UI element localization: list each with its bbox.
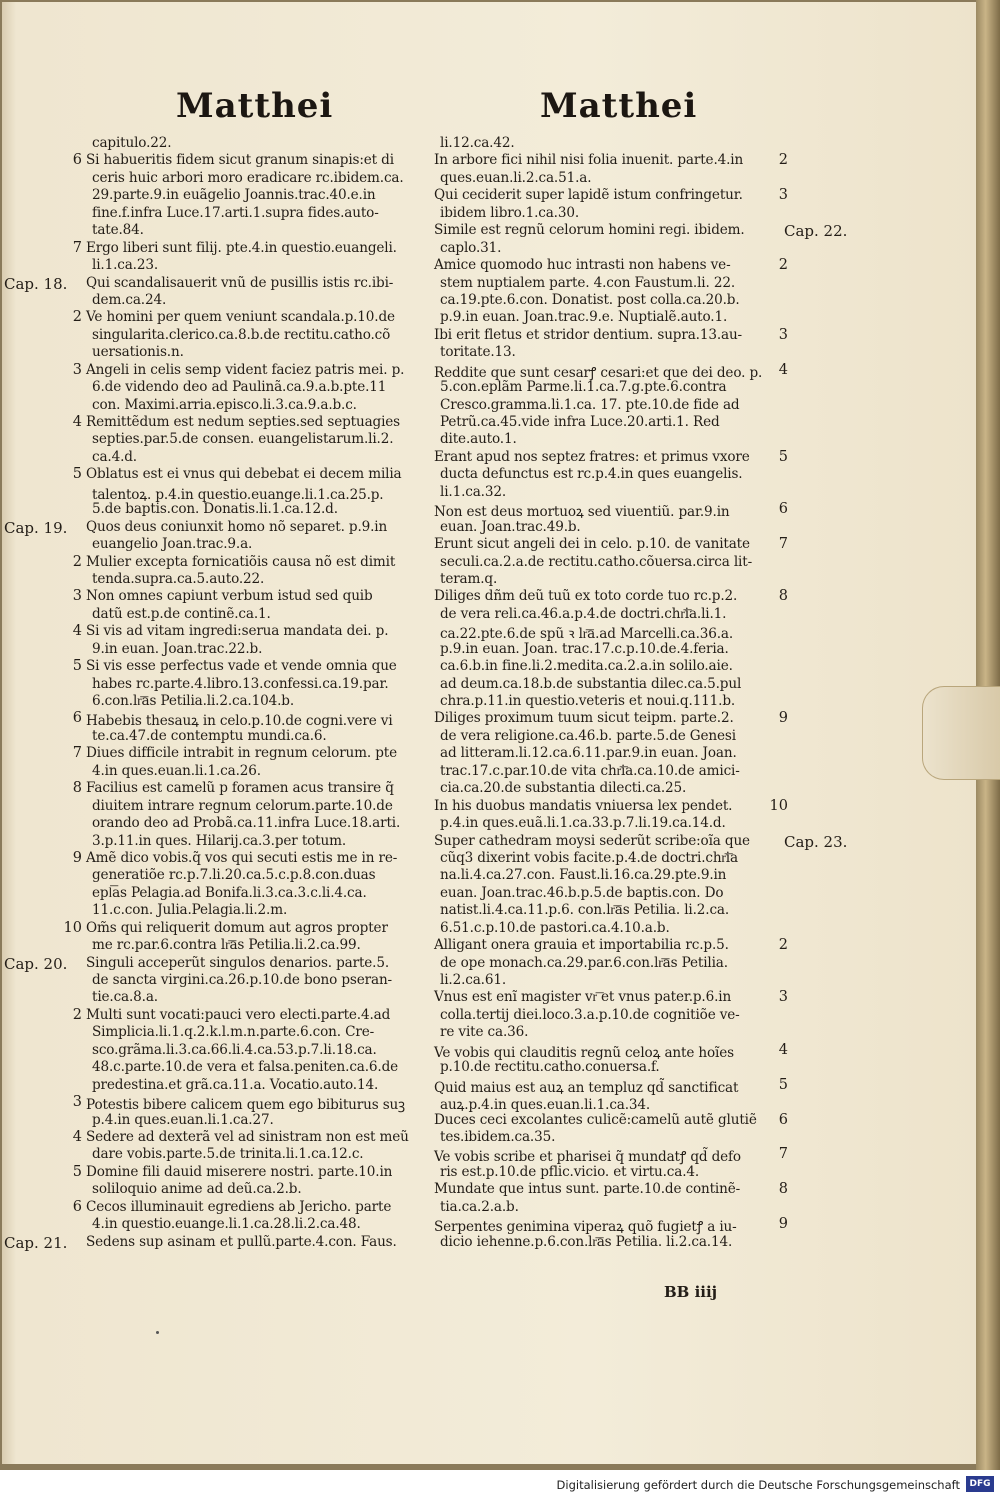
signature-mark: BB iiij xyxy=(664,1283,718,1301)
verse-number: 8 xyxy=(778,588,788,605)
text-line-content: Simplicia.li.1.q.2.k.l.m.n.parte.6.con. Cre- xyxy=(92,1024,375,1041)
text-line-content: Multi sunt vocati:pauci vero electi.parte.4.ad xyxy=(86,1006,391,1023)
text-line-content: 11.c.con. Julia.Pelagia.li.2.m. xyxy=(92,902,288,919)
verse-number: 2 xyxy=(778,257,788,274)
text-line-content: te.ca.47.de contemptu mundi.ca.6. xyxy=(92,727,327,744)
text-line-content: tia.ca.2.a.b. xyxy=(440,1198,519,1215)
text-line-content: li.2.ca.61. xyxy=(440,972,506,988)
text-line-content: dicio iehenne.p.6.con.lr͞as Petilia. li.2.ca.14. xyxy=(440,1233,733,1250)
text-line-content: colla.tertij diei.loco.3.a.p.10.de cognitiõe ve- xyxy=(440,1006,740,1023)
chapter-marker: Cap. 22. xyxy=(784,222,848,241)
verse-number: 5 xyxy=(72,466,82,483)
text-line-content: cũq3 dixerint vobis facite.p.4.de doctri.chr͞ia xyxy=(440,849,738,866)
text-line-content: p.4.in ques.euã.li.1.ca.33.p.7.li.19.ca.14.d. xyxy=(440,815,726,832)
verse-number: 3 xyxy=(778,989,788,1006)
verse-number: 2 xyxy=(72,309,82,326)
text-line-content: ca.22.pte.6.de spũ ꝛ lr͞a.ad Marcelli.ca.36.a. xyxy=(440,626,734,643)
text-line-content: ca.19.pte.6.con. Donatist. post colla.ca.20.b. xyxy=(440,291,740,308)
dfg-logo: DFG xyxy=(966,1476,994,1492)
page-clip xyxy=(922,686,1000,780)
text-line-content: Cresco.gramma.li.1.ca. 17. pte.10.de fide ad xyxy=(440,396,740,413)
text-line-content: Quos deus coniunxit homo nõ separet. p.9.in xyxy=(86,518,388,535)
verse-number: 5 xyxy=(778,1076,788,1093)
right-running-header: Matthei xyxy=(540,86,698,126)
text-line-content: Serpentes genimina viperaꝝ quõ fugietꝭ a iu- xyxy=(434,1219,737,1236)
text-line-content: ad deum.ca.18.b.de substantia dilec.ca.5.pul xyxy=(440,675,742,692)
text-line-content: cia.ca.20.de substantia dilecti.ca.25. xyxy=(440,780,687,797)
text-line-content: con. Maximi.arria.episco.li.3.ca.9.a.b.c. xyxy=(92,396,357,413)
verse-number: 10 xyxy=(63,919,82,936)
verse-number: 3 xyxy=(778,187,788,204)
text-line-content: 5.de baptis.con. Donatis.li.1.ca.12.d. xyxy=(92,501,338,518)
text-line-content: Ve vobis scribe et pharisei q̃ mundatꝭ qd̃ defo xyxy=(434,1149,741,1166)
chapter-marker: Cap. 18. xyxy=(4,274,68,293)
text-line-content: 29.parte.9.in euãgelio Joannis.trac.40.e.in xyxy=(92,187,376,204)
text-line-content: ad litteram.li.12.ca.6.11.par.9.in euan. Joan. xyxy=(440,745,737,762)
verse-number: 7 xyxy=(72,745,82,762)
text-line-content: Potestis bibere calicem quem ego bibiturus suꝫ xyxy=(86,1097,405,1114)
text-line-content: Ibi erit fletus et stridor dentium. supra.13.au- xyxy=(434,326,742,343)
text-line-content: In his duobus mandatis vniuersa lex pendet. xyxy=(434,797,733,814)
text-line-content: Amẽ dico vobis.q̃ vos qui secuti estis me in re- xyxy=(86,849,398,866)
text-line-content: Non est deus mortuoꝝ sed viuentiũ. par.9.in xyxy=(434,504,730,521)
text-line-content: ibidem libro.1.ca.30. xyxy=(440,204,579,221)
text-line-content: Domine fili dauid miserere nostri. parte.10.in xyxy=(86,1163,393,1180)
verse-number: 9 xyxy=(778,710,788,727)
text-line-content: 6.con.lr͞as Petilia.li.2.ca.104.b. xyxy=(92,693,294,709)
text-line-content: Super cathedram moysi sederũt scribe:oĩa que xyxy=(434,832,750,849)
text-line-content: Qui scandalisauerit vnũ de pusillis istis rc.ibi- xyxy=(86,274,394,291)
text-line-content: Ve vobis qui clauditis regnũ celoꝝ ante hoĩes xyxy=(434,1044,734,1061)
text-line-content: ca.4.d. xyxy=(92,448,137,465)
text-line-content: Sedere ad dexterã vel ad sinistram non est meũ xyxy=(86,1128,409,1145)
text-line-content: Oblatus est ei vnus qui debebat ei decem milia xyxy=(86,466,402,483)
text-line-content: Facilius est camelũ p foramen acus transire q̃ xyxy=(86,780,394,797)
verse-number: 8 xyxy=(72,780,82,797)
text-line-content: predestina.et grã.ca.11.a. Vocatio.auto.14. xyxy=(92,1076,379,1093)
text-line-content: diuitem intrare regnum celorum.parte.10.de xyxy=(92,797,393,814)
text-line-content: euangelio Joan.trac.9.a. xyxy=(92,536,253,553)
text-line-content: epl͞as Pelagia.ad Bonifa.li.3.ca.3.c.li.4.ca. xyxy=(92,884,367,901)
verse-number: 5 xyxy=(72,1163,82,1180)
text-line-content: dite.auto.1. xyxy=(440,431,517,448)
text-line-content: Cecos illuminauit egrediens ab Jericho. parte xyxy=(86,1198,392,1215)
text-line-content: Petrũ.ca.45.vide infra Luce.20.arti.1. Red xyxy=(440,414,720,430)
text-line-content: Diliges proximum tuum sicut teipm. parte.2. xyxy=(434,710,734,727)
text-line-content: euan. Joan.trac.46.b.p.5.de baptis.con. Do xyxy=(440,884,724,901)
text-line-content: auꝝ.p.4.in ques.euan.li.1.ca.34. xyxy=(440,1097,651,1114)
text-line-content: p.4.in ques.euan.li.1.ca.27. xyxy=(92,1111,274,1128)
left-running-header: Matthei xyxy=(176,86,334,126)
text-line-content: teram.q. xyxy=(440,570,498,587)
text-line-content: Diliges dñm deũ tuũ ex toto corde tuo rc.p.2. xyxy=(434,588,738,605)
text-line-content: 9.in euan. Joan.trac.22.b. xyxy=(92,640,263,657)
text-line-content: habes rc.parte.4.libro.13.confessi.ca.19.par. xyxy=(92,675,389,692)
text-line-content: Erunt sicut angeli dei in celo. p.10. de vanitate xyxy=(434,536,750,553)
text-line-content: Sedens sup asinam et pullũ.parte.4.con. Faus. xyxy=(86,1233,397,1250)
verse-number: 7 xyxy=(72,239,82,256)
verse-number: 6 xyxy=(72,152,82,169)
text-line-content: ca.6.b.in fine.li.2.medita.ca.2.a.in solilo.aie. xyxy=(440,658,733,675)
text-line-content: stem nuptialem parte. 4.con Faustum.li. 22. xyxy=(440,274,736,291)
text-line-content: generatiõe rc.p.7.li.20.ca.5.c.p.8.con.duas xyxy=(92,867,376,884)
text-line-content: Non omnes capiunt verbum istud sed quib xyxy=(86,588,373,605)
text-line-content: 48.c.parte.10.de vera et falsa.peniten.ca.6.de xyxy=(92,1059,399,1076)
verse-number: 3 xyxy=(72,1094,82,1111)
verse-number: 6 xyxy=(72,710,82,727)
text-line-content: re vite ca.36. xyxy=(440,1024,529,1041)
text-line-content: Qui ceciderit super lapidẽ istum confringetur. xyxy=(434,187,743,204)
verse-number: 3 xyxy=(72,361,82,378)
verse-number: 8 xyxy=(778,1181,788,1198)
text-line-content: Simile est regnũ celorum homini regi. ibidem. xyxy=(434,222,745,239)
ink-speck xyxy=(156,1331,159,1334)
verse-number: 2 xyxy=(778,937,788,954)
text-line-content: toritate.13. xyxy=(440,344,516,361)
footer-text: Digitalisierung gefördert durch die Deutsche Forschungsgemeinschaft xyxy=(556,1478,960,1492)
text-line-content: Quid maius est auꝝ an templuz qd̃ sanctificat xyxy=(434,1079,739,1096)
verse-number: 2 xyxy=(778,152,788,169)
text-line-content: capitulo.22. xyxy=(92,135,172,151)
text-line-content: 4.in questio.euange.li.1.ca.28.li.2.ca.48. xyxy=(92,1216,361,1233)
chapter-marker: Cap. 21. xyxy=(4,1233,68,1252)
verse-number: 6 xyxy=(72,1198,82,1215)
text-line-content: In arbore fici nihil nisi folia inuenit. parte.4.in xyxy=(434,152,744,169)
text-line-content: Ve homini per quem veniunt scandala.p.10.de xyxy=(86,309,395,326)
verse-number: 2 xyxy=(72,1006,82,1023)
text-line-content: dem.ca.24. xyxy=(92,291,167,308)
text-line-content: ques.euan.li.2.ca.51.a. xyxy=(440,169,592,186)
text-line-content: 6.51.c.p.10.de pastori.ca.4.10.a.b. xyxy=(440,919,670,936)
text-line-content: Mundate que intus sunt. parte.10.de continẽ- xyxy=(434,1181,741,1198)
verse-number: 9 xyxy=(72,849,82,866)
text-line-content: de vera reli.ca.46.a.p.4.de doctri.chr͞ia.li.1. xyxy=(440,605,727,622)
text-line-content: de vera religione.ca.46.b. parte.5.de Genesi xyxy=(440,727,736,744)
verse-number: 6 xyxy=(778,1111,788,1128)
text-line-content: 5.con.eplãm Parme.li.1.ca.7.g.pte.6.contra xyxy=(440,379,727,396)
text-line-content: Om̃s qui reliquerit domum aut agros propter xyxy=(86,919,388,936)
text-line-content: li.1.ca.32. xyxy=(440,483,506,500)
text-line-content: sco.grãma.li.3.ca.66.li.4.ca.53.p.7.li.18.ca. xyxy=(92,1041,377,1058)
text-line-content: 4.in ques.euan.li.1.ca.26. xyxy=(92,762,261,779)
text-line-content: Alligant onera grauia et importabilia rc.p.5. xyxy=(434,937,729,954)
text-line-content: Singuli acceperũt singulos denarios. parte.5. xyxy=(86,954,390,971)
digitization-footer xyxy=(0,1470,1000,1502)
text-line-content: Reddite que sunt cesarꝭ cesari:et que dei deo. p. xyxy=(434,364,763,381)
text-line-content: Si vis esse perfectus vade et vende omnia que xyxy=(86,658,397,675)
verse-number: 4 xyxy=(72,1128,82,1145)
text-line-content: Habebis thesauꝝ in celo.p.10.de cogni.vere vi xyxy=(86,713,393,730)
verse-number: 5 xyxy=(778,448,788,465)
text-line-content: tate.84. xyxy=(92,222,144,239)
verse-number: 3 xyxy=(778,326,788,343)
text-line-content: natist.li.4.ca.11.p.6. con.lr͞as Petilia. li.2.ca. xyxy=(440,902,730,919)
verse-number: 2 xyxy=(72,553,82,570)
text-line-content: Si vis ad vitam ingredi:serua mandata dei. p. xyxy=(86,623,389,640)
text-line-content: tenda.supra.ca.5.auto.22. xyxy=(92,570,265,587)
chapter-marker: Cap. 19. xyxy=(4,518,68,537)
verse-number: 7 xyxy=(778,536,788,553)
text-line-content: Diues difficile intrabit in regnum celorum. pte xyxy=(86,745,398,762)
text-line-content: orando deo ad Probã.ca.11.infra Luce.18.arti. xyxy=(92,815,401,832)
verse-number: 4 xyxy=(778,361,788,378)
verse-number: 6 xyxy=(778,501,788,518)
chapter-marker: Cap. 23. xyxy=(784,832,848,851)
text-line-content: chra.p.11.in questio.veteris et noui.q.111.b. xyxy=(440,693,736,709)
verse-number: 4 xyxy=(778,1041,788,1058)
text-line-content: na.li.4.ca.27.con. Faust.li.16.ca.29.pte.9.in xyxy=(440,867,727,884)
verse-number: 4 xyxy=(72,623,82,640)
text-line-content: trac.17.c.par.10.de vita chr͞ia.ca.10.de amici- xyxy=(440,762,740,779)
text-line-content: p.9.in euan. Joan.trac.9.e. Nuptialẽ.auto.1. xyxy=(440,309,728,326)
text-line-content: ducta defunctus est rc.p.4.in ques euangelis. xyxy=(440,466,743,483)
text-line-content: Vnus est enĩ magister vr͞ et vnus pater.p.6.in xyxy=(434,989,732,1006)
text-line-content: euan. Joan.trac.49.b. xyxy=(440,518,581,535)
verse-number: 9 xyxy=(778,1216,788,1233)
text-line-content: Duces ceci excolantes culicẽ:camelũ autẽ glutiẽ xyxy=(434,1111,757,1128)
text-line-content: seculi.ca.2.a.de rectitu.catho.cõuersa.circa lit- xyxy=(440,553,753,570)
text-line-content: de sancta virgini.ca.26.p.10.de bono pseran- xyxy=(92,972,392,988)
text-line-content: 3.p.11.in ques. Hilarij.ca.3.per totum. xyxy=(92,832,346,849)
text-line-content: Ergo liberi sunt filij. pte.4.in questio.euangeli. xyxy=(86,239,397,256)
text-line-content: 6.de videndo deo ad Paulinã.ca.9.a.b.pte.11 xyxy=(92,379,387,396)
text-line-content: uersationis.n. xyxy=(92,344,184,361)
verse-number: 3 xyxy=(72,588,82,605)
text-line-content: tes.ibidem.ca.35. xyxy=(440,1128,556,1145)
text-line-content: ris est.p.10.de pflic.vicio. et virtu.ca.4. xyxy=(440,1163,700,1180)
text-line-content: Si habueritis fidem sicut granum sinapis:et di xyxy=(86,152,394,169)
text-line-content: singularita.clerico.ca.8.b.de rectitu.catho.cõ xyxy=(92,326,391,343)
text-line-content: tie.ca.8.a. xyxy=(92,989,158,1006)
text-line-content: soliloquio anime ad deũ.ca.2.b. xyxy=(92,1181,302,1198)
text-line-content: septies.par.5.de consen. euangelistarum.li.2. xyxy=(92,431,394,448)
text-line-content: Remittẽdum est nedum septies.sed septuagies xyxy=(86,414,401,430)
text-line-content: Amice quomodo huc intrasti non habens ve- xyxy=(434,257,731,274)
text-line-content: de ope monach.ca.29.par.6.con.lr͞as Petilia. xyxy=(440,954,728,971)
chapter-marker: Cap. 20. xyxy=(4,954,68,973)
text-line-content: fine.f.infra Luce.17.arti.1.supra fides.auto- xyxy=(92,204,379,221)
verse-number: 7 xyxy=(778,1146,788,1163)
text-line-content: dare vobis.parte.5.de trinita.li.1.ca.12.c. xyxy=(92,1146,364,1163)
text-line-content: talentoꝝ. p.4.in questio.euange.li.1.ca.25.p. xyxy=(92,486,384,503)
text-line-content: me rc.par.6.contra lr͞as Petilia.li.2.ca.99. xyxy=(92,937,361,954)
text-line-content: caplo.31. xyxy=(440,239,502,256)
text-line-content: Angeli in celis semp vident faciez patris mei. p. xyxy=(86,361,405,378)
text-line-content: p.10.de rectitu.catho.conuersa.f. xyxy=(440,1059,660,1076)
text-line-content: li.1.ca.23. xyxy=(92,257,158,274)
text-line-content: li.12.ca.42. xyxy=(440,135,515,151)
text-line-content: ceris huic arbori moro eradicare rc.ibidem.ca. xyxy=(92,169,404,186)
text-line-content: datũ est.p.de continẽ.ca.1. xyxy=(92,605,271,622)
verse-number: 5 xyxy=(72,658,82,675)
text-line-content: Erant apud nos septez fratres: et primus vxore xyxy=(434,448,750,465)
text-line-content: p.9.in euan. Joan. trac.17.c.p.10.de.4.feria. xyxy=(440,640,729,657)
text-line-content: Mulier excepta fornicatiõis causa nõ est dimit xyxy=(86,553,396,570)
verse-number: 4 xyxy=(72,414,82,430)
verse-number: 10 xyxy=(769,797,788,814)
